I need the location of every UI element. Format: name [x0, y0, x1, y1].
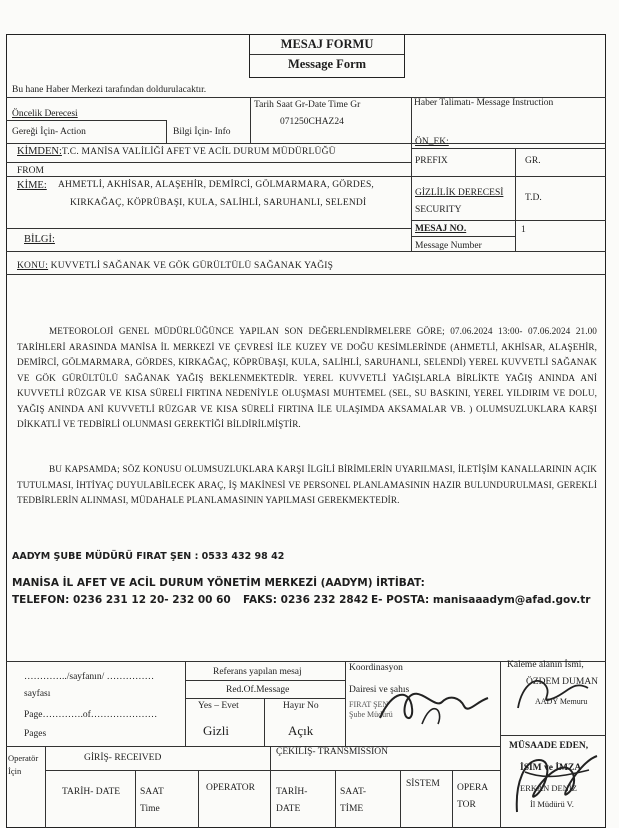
security-en-label: SECURITY [415, 205, 462, 215]
approver-role: İl Müdürü V. [530, 799, 574, 809]
center-contact: MANİSA İL AFET VE ACİL DURUM YÖNETİM MERKEZİ (AADYM) İRTİBAT: [12, 577, 425, 589]
approver-signature [505, 742, 605, 822]
rule [6, 176, 606, 177]
coord-name: FIRAT ŞEN [349, 700, 389, 709]
priority-label: Öncelik Derecesi [12, 109, 78, 119]
to-label: KİME: [17, 180, 47, 191]
col-system: SİSTEM [406, 779, 440, 789]
action-label: Gereği İçin- Action [12, 127, 86, 137]
rule [400, 770, 401, 828]
rule [6, 274, 606, 275]
message-no-en-label: Message Number [415, 241, 482, 251]
form-subtitle: Message Form [287, 57, 367, 71]
dtg-label: Tarih Saat Gr-Date Time Gr [254, 100, 361, 110]
rule [411, 97, 412, 251]
page-count: sayfası [24, 689, 51, 699]
body-paragraph-2: BU KAPSAMDA; SÖZ KONUSU OLUMSUZLUKLARA KARŞI İLGİLİ BİRİMLERİN UYARILMASI, İLETİŞİM KANALLARININ AÇIK TUTULMASI, İHTİYAÇ DUYULABİLECEK ARAÇ, İŞ MAKİNESİ VE PERSONEL PLANLAMASININ HAZIR BULUNDURULMASI, GEREKLİ TEDBİRLERİN ALINMASI, MÜDAHALE PLANLAMASININ YAPILMASI GEREKMEKTEDİR. [17, 464, 597, 505]
fill-note: Bu hane Haber Merkezi tarafından doldurulacaktır. [12, 85, 207, 95]
from-label: KİMDEN: [17, 146, 62, 157]
rule [6, 228, 411, 229]
rule [500, 661, 501, 828]
rule [6, 162, 411, 163]
instruction-label: Haber Talimatı- Message Instruction [414, 98, 554, 108]
rule [6, 120, 166, 121]
rule [345, 661, 346, 746]
no-value: Açık [288, 723, 314, 738]
subject-value: KUVVETLİ SAĞANAK VE GÖK GÜRÜLTÜLÜ SAĞANAK YAĞIŞ [50, 261, 334, 271]
operator-label: Operatör İçin [8, 753, 39, 776]
coord-role: Şube Müdürü [349, 710, 393, 719]
writer-role: AADY Memuru [535, 697, 588, 706]
message-no-value: 1 [521, 225, 526, 235]
phone-contact: TELEFON: 0236 231 12 20- 232 00 60 [12, 594, 231, 606]
email-contact: E- POSTA: manisaaadym@afad.gov.tr [371, 594, 591, 606]
info-label: BİLGİ: [24, 234, 55, 245]
yes-label: Yes – Evet [198, 701, 239, 711]
page-of: Page………….of………………… [24, 710, 158, 720]
prefix-en-label: PREFIX [415, 156, 448, 166]
rule [45, 746, 46, 828]
rule [411, 236, 515, 237]
col-time: SAAT Time [140, 787, 164, 814]
coord-title: Koordinasyon [349, 663, 403, 673]
fax-contact: FAKS: 0236 232 2842 [243, 594, 369, 606]
body-paragraph-1: METEOROLOJİ GENEL MÜDÜRLÜĞÜNCE YAPILAN SON DEĞERLENDİRMELERE GÖRE; 07.06.2024 13:00- 07.06.2024 21.00 TARİHLERİ ARASINDA MANİSA İL MERKEZİ VE ÇEVRESİ İLE KUZEY VE DOĞU KESİMLERİNDE (AHMETLİ, AKHİSAR, ALAŞEHİR, DEMİRCİ, GÖLMARMARA, GÖRDES, KIRKAĞAÇ, KÖPRÜBAŞI, KULA, SALİHLİ, SARUHANLI, SELENDİ) YEREL KUVVETLİ SAĞANAK VE GÖK GÜRÜLTÜLÜ SAĞANAK YAĞIŞ BEKLENMEKTEDİR. YEREL KUVVETLİ YAĞIŞLARLA BİRLİKTE YAĞIŞ ANINDA ANİ KUVVETLİ RÜZGAR VE KISA SÜRELİ FIRTINA NEDENİYLE OLUŞMASI MUHTEMEL (SEL, SU BASKINI, YEREL YILDIRIM VE DOLU, YAĞIŞ ANINDA ANİ KUVVETLİ RÜZGAR VE KISA SÜRELİ FIRTINA İLE ULAŞIMDA AKSAMALAR VB. ) OLUMSUZLUKLARA KARŞI DİKKATLİ VE TEDBİRLİ OLUNMASI GEREKTİĞİ BİLDİRİLMİŞTİR. [17, 326, 597, 429]
col-operator: OPERATOR [206, 783, 255, 793]
rule [6, 746, 500, 747]
security-label: GİZLİLİK DERECESİ [415, 188, 504, 198]
info-label: Bilgi İçin- Info [173, 127, 231, 137]
manager-contact: AADYM ŞUBE MÜDÜRÜ FIRAT ŞEN : 0533 432 98 42 [12, 551, 285, 562]
rule [270, 746, 271, 828]
coord-sub: Dairesi ve şahıs [349, 685, 410, 695]
rule [335, 770, 336, 828]
prefix-label: ÖN_EK: [415, 137, 449, 147]
rule [515, 148, 516, 251]
received-label: GİRİŞ- RECEIVED [84, 753, 162, 763]
rule [135, 770, 136, 828]
form-title: MESAJ FORMU [280, 37, 374, 51]
rule [185, 698, 345, 699]
pages-label: Pages [24, 729, 47, 739]
rule [500, 735, 606, 736]
col-date: TARİH- DATE [62, 787, 121, 797]
rule [264, 698, 265, 746]
page-line: …………../sayfanın/ …………… [24, 672, 155, 682]
rule [6, 251, 606, 252]
col-date-2: TARİH- DATE [276, 787, 308, 814]
rule [45, 770, 500, 771]
from-en-label: FROM [17, 166, 44, 176]
rule [411, 148, 606, 149]
approver-sub: İSİM ve İMZA [520, 763, 582, 773]
to-line-1: AHMETLİ, AKHİSAR, ALAŞEHİR, DEMİRCİ, GÖLMARMARA, GÖRDES, [58, 180, 375, 190]
ref-title: Referans yapılan mesaj [213, 667, 302, 677]
rule [166, 120, 167, 143]
writer-name: ÖZDEM DUMAN [526, 677, 599, 687]
rule [185, 680, 345, 681]
dtg-value: 071250CHAZ24 [280, 117, 344, 127]
from-value: T.C. MANİSA VALİLİĞİ AFET VE ACİL DURUM MÜDÜRLÜĞÜ [61, 147, 336, 157]
writer-title: Kaleme alanın İsmi, [507, 660, 584, 670]
prefix-value: GR. [525, 156, 541, 166]
approver-name: ERKAN DENİZ [520, 783, 577, 793]
col-time-2: SAAT- TİME [340, 787, 367, 814]
no-label: Hayır No [283, 701, 319, 711]
ref-en: Red.Of.Message [226, 685, 290, 695]
rule [411, 220, 606, 221]
subject-label: KONU: [17, 261, 49, 271]
rule [452, 770, 453, 828]
to-line-2: KIRKAĞAÇ, KÖPRÜBAŞI, KULA, SALİHLİ, SARUHANLI, SELENDİ [70, 198, 367, 208]
writer-signature [508, 668, 603, 718]
security-value: T.D. [525, 193, 542, 203]
rule [198, 770, 199, 828]
coord-signature [372, 680, 492, 730]
rule [6, 143, 606, 144]
message-no-label: MESAJ NO. [415, 224, 467, 234]
transmission-label: ÇEKİLİŞ- TRANSMISSION [276, 747, 388, 757]
col-opera: OPERA TOR [457, 783, 488, 810]
yes-value: Gizli [203, 723, 229, 738]
approver-title: MÜSAADE EDEN, [509, 741, 589, 751]
rule [250, 97, 251, 143]
rule [185, 661, 186, 746]
